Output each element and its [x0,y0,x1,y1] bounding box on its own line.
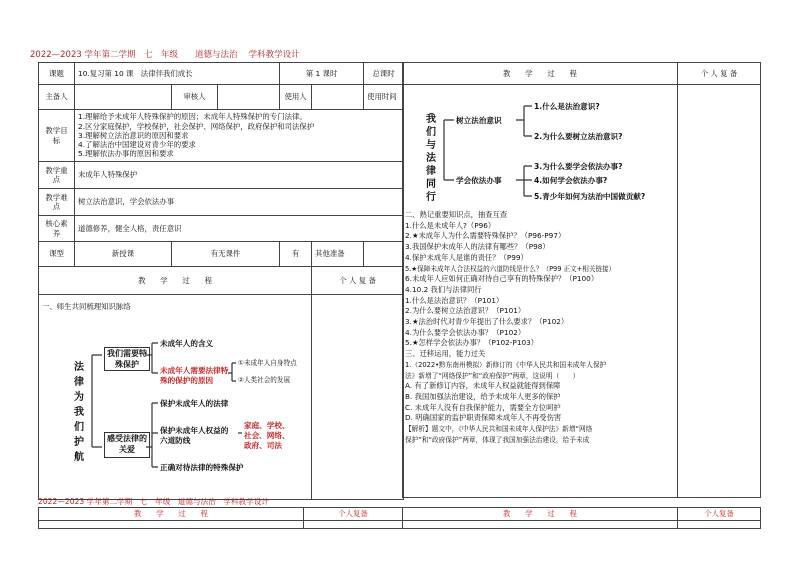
six-lines-list: 家庭、学校、 社会、网络、 政府、司法 [244,421,290,450]
goal-item: 2.区分家庭保护，学校保护，社会保护、网络保护，政府保护和司法保护 [78,121,315,131]
text-line: 6.未成年人应如何正确对待自己享有的特殊保护？（P100） [405,274,599,284]
text-line: 1.什么是未成年人?（P96） [405,220,496,230]
goal-item: 5.理解依法办事的原因和要求 [78,149,174,159]
goal-item: 4.了解法治中国建设对青少年的要求 [78,140,196,150]
item-protection-laws: 保护未成年人的法律 [160,399,229,408]
item-treat-protection: 正确对待法律的特殊保护 [160,463,244,472]
footer-process-right: 教 学 过 程 [403,508,678,521]
section-1-title: 一、师生共同梳理知识脉络 [42,302,131,311]
footer-personal-right: 个人复备 [678,508,761,521]
process-header-right: 教 学 过 程 [403,63,678,85]
personal-header-right: 个 人 复 备 [678,63,761,85]
process-header-left: 教 学 过 程 [39,267,312,295]
period-value: 第 1 课时 [280,63,364,85]
document-header: 2022—2023 学年第二学期 七 年级 道德与法治 学科教学设计 [30,50,300,60]
type-value: 新授课 [75,242,172,267]
text-line: C. 未成年人没有自我保护能力，需要全方位呵护 [405,402,561,412]
label-total-periods: 总课时 [364,63,404,85]
label-preparer: 主备人 [39,85,75,110]
item-protection-reason: 未成年人需要法律特殊的保护的原因 [160,366,229,385]
key-point: 未成年人特殊保护 [75,162,404,189]
text-line: 3.我国保护未成年人的法律有哪些？（P98） [405,242,550,252]
label-goals: 教学目标 [39,110,75,162]
text-line: 保护”和“政府保护”两章，体现了我国加强法治建设，给予未成 [405,435,590,444]
branch-legal-awareness: 树立法治意识 [456,116,502,125]
q-why-act-by-law: 3.为什么要学会依法办事? [534,162,623,171]
footer-header: 2022—2023 学年第二学期 七 年级 道德与法治 学科教学设计 [38,497,269,506]
lesson-title: 10.复习第 10 课 法律伴我们成长 [75,63,280,85]
text-line: 2.★未成年人为什么需要特殊保护？（P96-P97） [405,231,566,241]
label-type: 课型 [39,242,75,267]
goal-item: 1.理解给予未成年人特殊保护的原因；未成年人特殊保护的专门法律。 [78,112,307,122]
text-line: 5.★怎样学会依法办事？（P102-P103） [405,338,539,348]
text-line: A. 有了新修订内容，未成年人权益就能得到保障 [405,381,561,391]
text-line: 4.为什么要学会依法办事？（P102） [405,327,526,337]
text-line: 法》新增了“网络保护”和“政府保护”两章，这说明（ ） [405,371,580,380]
branch-law-care: 感受法律的关爱 [104,432,150,458]
text-line: D. 明确国家的监护职责保障未成年人不再受伤害 [405,413,562,423]
mindmap-right-lines [440,96,580,206]
knowledge-points [405,210,677,445]
courseware-value: 有 [280,242,312,267]
text-line: 三、迁移运用，能力过关 [405,349,486,359]
label-user: 使用人 [280,85,312,110]
text-line: 二、熟记重要知识点，抽查互查 [405,210,508,219]
mindmap-right-title: 我们与法律同行 [426,114,436,203]
footer-personal-left: 个人复备 [304,508,403,521]
label-lesson: 课题 [39,63,75,85]
text-line: 4.保护未成年人是谁的责任？（P99） [405,252,528,262]
text-line: 1.（2022•黔东南州模拟）新修订的《中华人民共和国未成年人保护 [405,360,607,369]
difficult-point: 树立法治意识，学会依法办事 [75,189,404,216]
label-reviewer: 审核人 [172,85,218,110]
label-difficult: 教学难点 [39,189,75,216]
literacy-value: 道德修养，健全人格，责任意识 [75,216,404,242]
mindmap-left-title: 法律为我们护航 [74,362,84,463]
goal-item: 3.理解树立法治意识的原因和要求 [78,130,189,140]
text-line: 4.10.2 我们与法律同行 [405,284,482,294]
footer-process-left: 教 学 过 程 [39,508,304,521]
label-key: 教学重点 [39,162,75,189]
text-line: B. 我国加强法治建设，给予未成年人更多的保护 [405,391,561,401]
text-line: 【解析】题文中，《中华人民共和国未成年人保护法》新增“网络 [405,425,593,434]
sub-self-traits: ①未成年人自身特点 [238,359,297,367]
personal-header-left: 个 人 复 备 [312,267,404,295]
text-line: 3.★法治时代对青少年提出了什么要求？（P102） [405,317,569,327]
footer-table [38,507,761,529]
text-line: 1.什么是法治意识？（P101） [405,295,504,305]
q-why-awareness: 2.为什么要树立法治意识? [534,132,623,141]
q-what-is-awareness: 1.什么是法治意识? [534,102,600,111]
q-how-act-by-law: 4.如何学会依法办事? [534,176,608,185]
text-line: 2.为什么要树立法治意识？（P101） [405,306,526,316]
sub-society-dev: ②人类社会的发展 [238,376,291,384]
branch-act-by-law: 学会依法办事 [456,176,502,185]
label-courseware: 有无课件 [172,242,280,267]
label-use-time: 使用时间 [364,85,404,110]
branch-need-protection: 我们需要特殊保护 [104,347,150,371]
text-line: 5.★保障未成年人合法权益的六道防线是什么？（P99 正文+相关链接） [405,264,616,273]
q-youth-contribution: 5.青少年如何为法治中国做贡献? [534,192,646,201]
item-minor-meaning: 未成年人的含义 [160,339,214,348]
label-literacy: 核心素养 [39,216,75,242]
goals-cell [75,110,404,162]
item-six-lines: 保护未成年人权益的六道防线 [160,426,229,445]
label-other-prep: 其他准备 [312,242,364,267]
